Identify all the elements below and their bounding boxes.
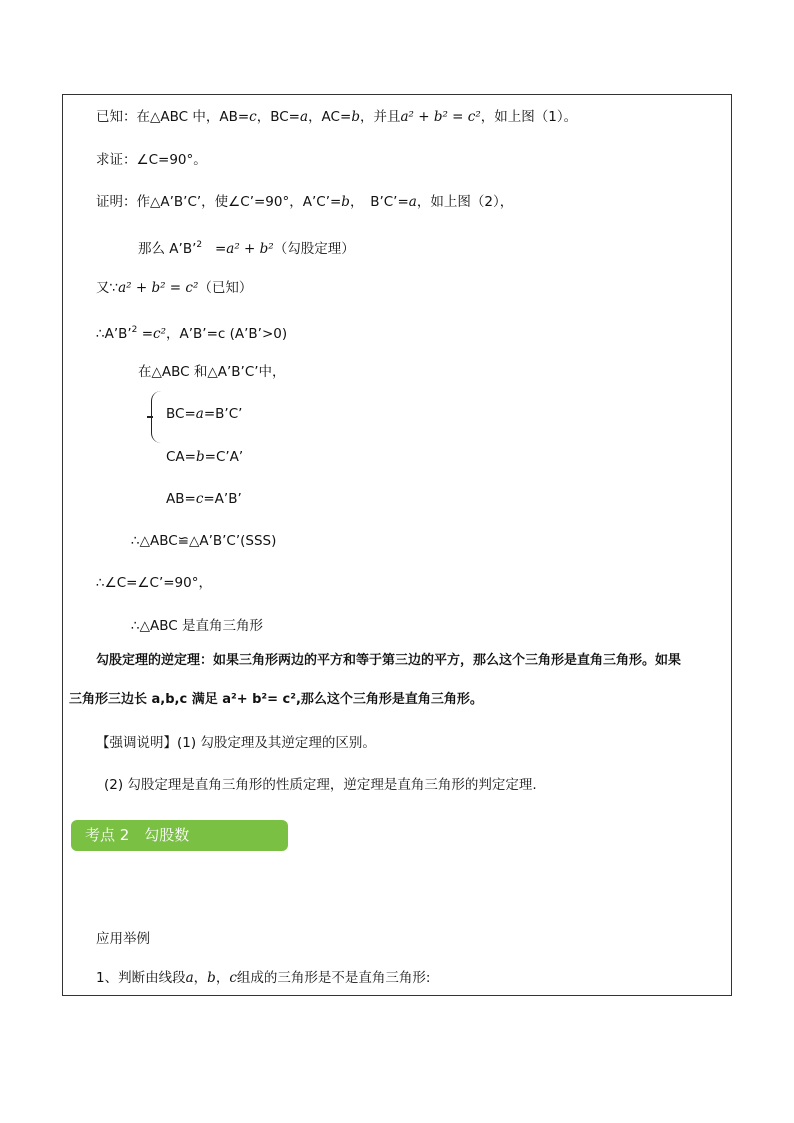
examples-heading: 应用举例 (96, 931, 150, 947)
proof-text-1: 证明：作△A’B’C’，使∠C’=90°，A’C’= (96, 194, 342, 210)
question-text-1: 1、判断由线段 (96, 970, 186, 986)
emphasis-line-1: 【强调说明】(1) 勾股定理及其逆定理的区别。 (96, 735, 376, 751)
question-line (96, 969, 430, 987)
var-b: b (207, 970, 216, 986)
given-text-3: ，AC= (308, 109, 352, 125)
cond-text-2: =A’B’ (203, 491, 242, 507)
var-a: a (185, 970, 194, 986)
cond-text-1: AB= (166, 491, 196, 507)
section-badge: 考点 2 勾股数 (71, 820, 288, 851)
step-text-3: （勾股定理） (273, 241, 355, 257)
question-text-4: 组成的三角形是不是直角三角形: (236, 970, 431, 986)
angle-line: ∴∠C=∠C’=90°， (96, 575, 212, 591)
left-brace-tip (147, 416, 153, 418)
since-equation: a² + b² = c² (118, 280, 199, 296)
pythagoras-line (138, 236, 355, 258)
cond-text-2: =C’A’ (204, 449, 244, 465)
proof-text-2: ， B’C’= (349, 194, 409, 210)
superscript: 2 (131, 325, 138, 335)
var-b: b (341, 194, 350, 210)
question-text-3: ， (215, 970, 230, 986)
step-text-1: 那么 A’B’ (138, 241, 197, 257)
in-triangles-line: 在△ABC 和△A’B’C’中， (138, 364, 286, 380)
given-text-2: ，BC= (256, 109, 300, 125)
prove-line: 求证：∠C=90°。 (96, 152, 207, 168)
since-line (96, 279, 252, 297)
congruence-line: ∴△ABC≌△A’B’C’(SSS) (131, 533, 277, 549)
var-c-squared: c² (153, 326, 166, 342)
condition-ab (166, 490, 242, 508)
converse-theorem-line-2: 三角形三边长 a,b,c 满足 a²+ b²= c²,那么这个三角形是直角三角形。 (69, 692, 483, 707)
cond-text-2: =B’C’ (203, 406, 243, 422)
therefore-line-1 (96, 321, 287, 343)
proof-text-3: ，如上图（2）， (416, 194, 514, 210)
superscript: 2 (196, 240, 203, 250)
var-c: c (229, 970, 237, 986)
var-b: b (195, 449, 205, 465)
therefore-text-1: ∴A’B’ (96, 326, 132, 342)
given-text-4: ，并且 (359, 109, 401, 125)
therefore-text-2: = (141, 326, 154, 342)
var-a: a (408, 194, 417, 210)
var-b: b (351, 109, 360, 125)
question-text-2: ， (193, 970, 208, 986)
since-text: 又∵ (96, 280, 119, 296)
var-c: c (195, 491, 204, 507)
emphasis-line-2: (2) 勾股定理是直角三角形的性质定理，逆定理是直角三角形的判定定理. (104, 777, 537, 793)
given-text-5: ，如上图（1）。 (480, 109, 578, 125)
condition-bc (166, 405, 242, 423)
step-text-2: = (214, 241, 227, 257)
given-equation: a² + b² = c² (400, 109, 481, 125)
cond-text-1: BC= (166, 406, 196, 422)
converse-theorem-line-1: 勾股定理的逆定理：如果三角形两边的平方和等于第三边的平方，那么这个三角形是直角三角形。如果 (96, 653, 682, 668)
therefore-text-3: ，A’B’=c (A’B’>0) (166, 326, 288, 342)
var-a: a (195, 406, 204, 422)
proof-line (96, 193, 513, 211)
conclusion-line: ∴△ABC 是直角三角形 (131, 618, 263, 634)
given-text-1: 已知：在△ABC 中，AB= (96, 109, 250, 125)
var-c: c (249, 109, 257, 125)
given-line (96, 108, 577, 126)
cond-text-1: CA= (166, 449, 196, 465)
since-note: （已知） (198, 280, 253, 296)
step-equation: a² + b² (226, 241, 274, 257)
condition-ca (166, 448, 243, 466)
var-a: a (300, 109, 309, 125)
